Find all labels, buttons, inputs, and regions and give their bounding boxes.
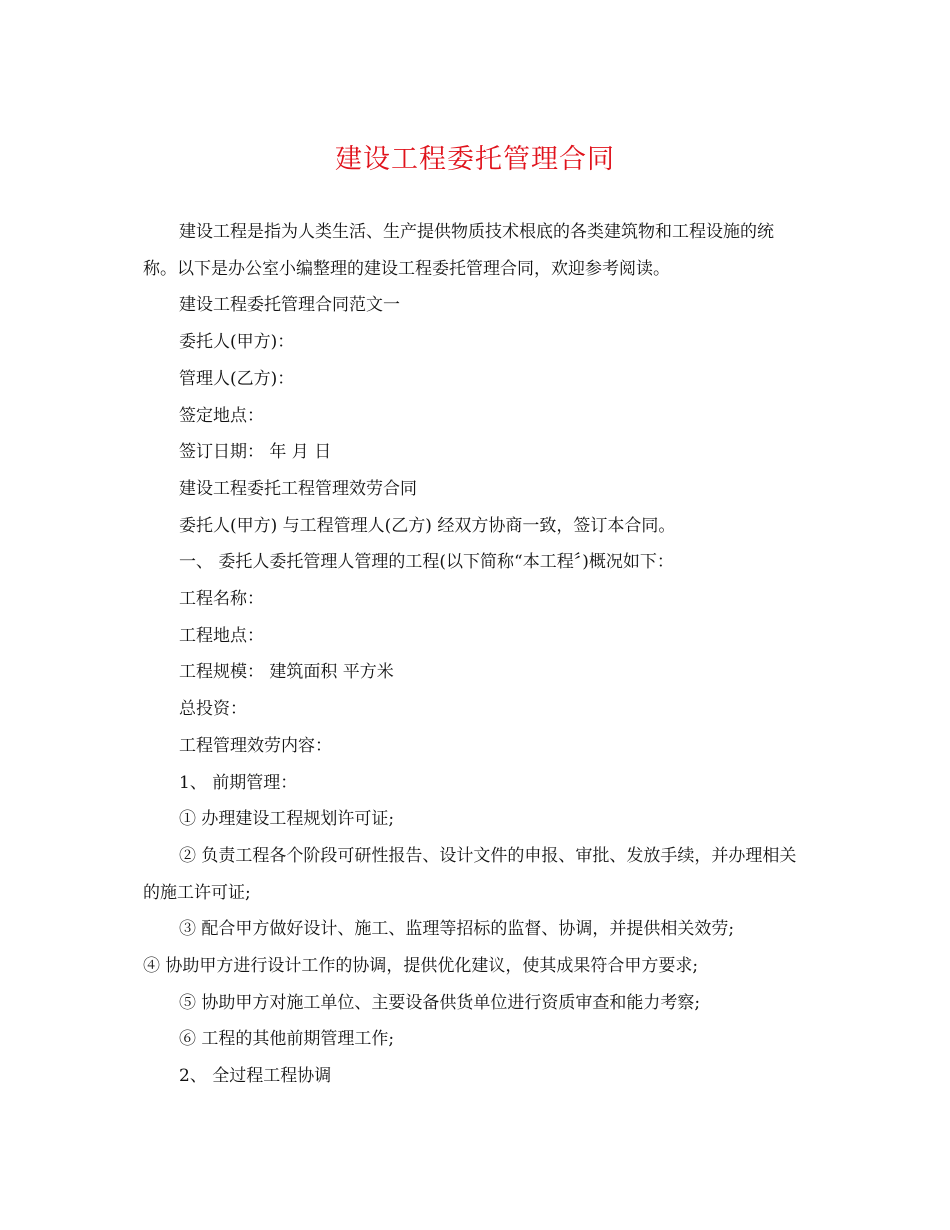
paragraph-section-one: 一、 委托人委托管理人管理的工程(以下简称“本工程〞)概况如下： xyxy=(179,552,674,573)
paragraph-client: 委托人(甲方)： xyxy=(179,332,295,353)
paragraph-subitem-1: ① 办理建设工程规划许可证; xyxy=(179,809,395,830)
paragraph-intro: 建设工程是指为人类生活、生产提供物质技术根底的各类建筑物和工程设施的统称。以下是办公室小编整理的建设工程委托管理合同，欢迎参考阅读。 xyxy=(143,222,774,279)
paragraph-total-investment: 总投资： xyxy=(179,699,247,720)
paragraph-manager: 管理人(乙方)： xyxy=(179,368,295,389)
paragraph-subitem-5: ⑤ 协助甲方对施工单位、主要设备供货单位进行资质审查和能力考察; xyxy=(179,992,701,1013)
document-title: 建设工程委托管理合同 xyxy=(335,144,615,175)
paragraph-sample-heading: 建设工程委托管理合同范文一 xyxy=(179,295,400,316)
paragraph-subitem-2: ② 负责工程各个阶段可研性报告、设计文件的申报、审批、发放手续，并办理相关的施工许可证; xyxy=(143,845,797,903)
paragraph-subitem-6: ⑥ 工程的其他前期管理工作; xyxy=(179,1029,395,1050)
paragraph-contract-name: 建设工程委托工程管理效劳合同 xyxy=(179,478,417,499)
paragraph-item-1: 1、 前期管理： xyxy=(179,772,298,793)
paragraph-project-name: 工程名称： xyxy=(179,589,264,610)
document-body xyxy=(143,214,803,1095)
paragraph-project-scale: 工程规模： 建筑面积 平方米 xyxy=(179,662,394,683)
paragraph-subitem-3: ③ 配合甲方做好设计、施工、监理等招标的监督、协调，并提供相关效劳; xyxy=(179,919,735,940)
paragraph-subitem-4: ④ 协助甲方进行设计工作的协调，提供优化建议，使其成果符合甲方要求; xyxy=(143,956,699,977)
paragraph-project-location: 工程地点： xyxy=(179,625,264,646)
paragraph-sign-place: 签定地点： xyxy=(179,405,264,426)
paragraph-item-2: 2、 全过程工程协调 xyxy=(179,1066,332,1087)
paragraph-sign-date: 签订日期： 年 月 日 xyxy=(179,442,332,463)
paragraph-service-content: 工程管理效劳内容： xyxy=(179,735,332,756)
paragraph-agreement: 委托人(甲方) 与工程管理人(乙方) 经双方协商一致，签订本合同。 xyxy=(179,515,676,536)
